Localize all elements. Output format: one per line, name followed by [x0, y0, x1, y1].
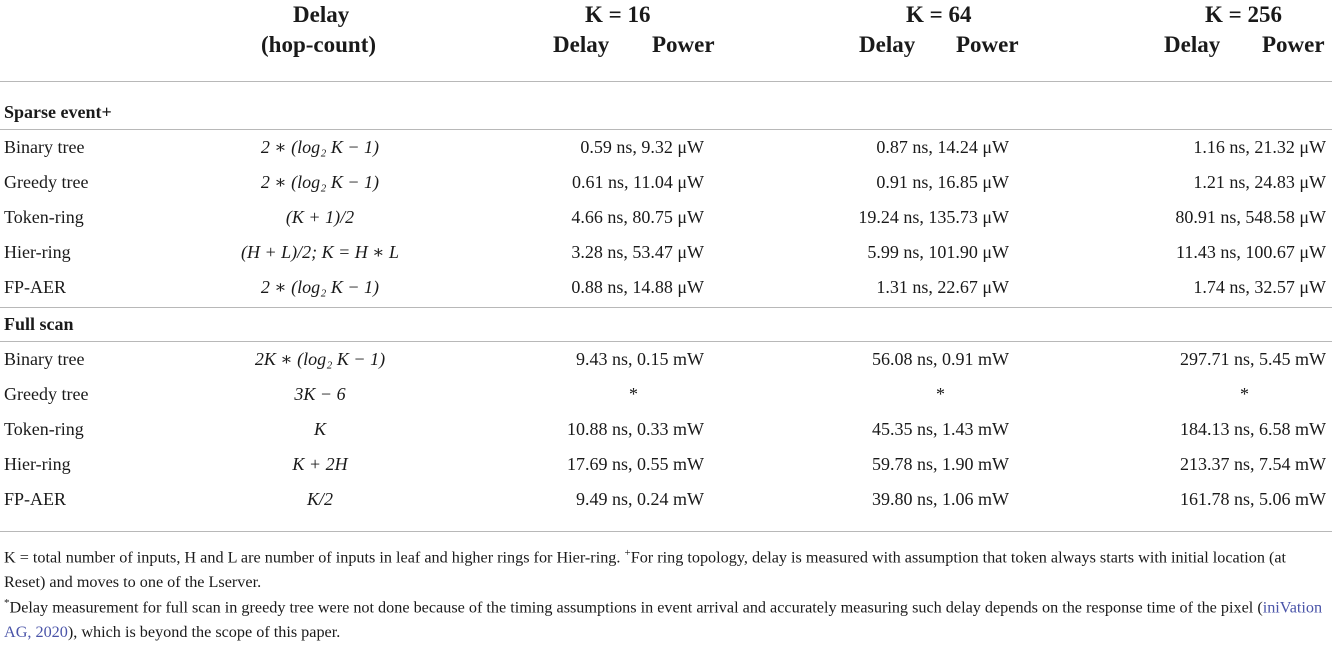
footnote-plus-marker: + [624, 547, 631, 559]
table-row [0, 172, 1332, 202]
row-formula: K + 2H [292, 454, 348, 474]
table-row [0, 137, 1332, 167]
table-row [0, 242, 1332, 272]
footnote-definitions [4, 541, 1328, 595]
table-row [0, 207, 1332, 237]
row-k16: 9.43 ns, 0.15 mW [576, 349, 704, 369]
row-k256: 11.43 ns, 100.67 μW [1176, 242, 1326, 262]
row-k16: 10.88 ns, 0.33 mW [567, 419, 704, 439]
row-formula: (K + 1)/2 [285, 207, 355, 227]
table-row [0, 489, 1332, 519]
row-k256: 1.74 ns, 32.57 μW [1193, 277, 1326, 297]
footnote-ring-text: For ring topology, delay is measured with assumption that token always starts with initial location (at Reset) and moves to one of the Lserver. [4, 548, 1287, 592]
row-k64: 0.87 ns, 14.24 μW [876, 137, 1009, 157]
row-formula: 2K ∗ (log₂ K − 1) [254, 349, 386, 369]
row-k16: 17.69 ns, 0.55 mW [567, 454, 704, 474]
footnote-greedy-text: Delay measurement for full scan in greedy tree were not done because of the timing assumptions in event arrival and accurately measuring such delay depends on the response time of the pixel ( [9, 598, 1263, 617]
row-name: Greedy tree [4, 384, 89, 404]
row-formula: 2 ∗ (log₂ K − 1) [260, 172, 380, 192]
row-k256: 80.91 ns, 548.58 μW [1175, 207, 1326, 227]
row-k16: 0.61 ns, 11.04 μW [572, 172, 704, 192]
section-rule-sparse [0, 129, 1332, 130]
row-name: Greedy tree [4, 172, 89, 192]
hop-count-header: (hop-count) [261, 32, 377, 57]
section-rule-full-scan [0, 341, 1332, 342]
row-k256: 184.13 ns, 6.58 mW [1180, 419, 1326, 439]
row-k64: 19.24 ns, 135.73 μW [858, 207, 1009, 227]
row-k256: 161.78 ns, 5.06 mW [1180, 489, 1326, 509]
row-k64: 59.78 ns, 1.90 mW [872, 454, 1009, 474]
k256-delay-header: Delay [1164, 32, 1221, 57]
row-k64: 56.08 ns, 0.91 mW [872, 349, 1009, 369]
row-name: Binary tree [4, 137, 85, 157]
k16-power-header: Power [652, 32, 715, 57]
row-k64: 1.31 ns, 22.67 μW [876, 277, 1009, 297]
row-k256: * [1240, 384, 1249, 404]
k16-header: K = 16 [585, 2, 651, 27]
row-formula: K [313, 419, 326, 439]
row-name: Hier-ring [4, 454, 71, 474]
row-formula: 2 ∗ (log₂ K − 1) [260, 137, 380, 157]
row-k64: 39.80 ns, 1.06 mW [872, 489, 1009, 509]
footnote-star-marker: * [4, 597, 10, 609]
footnote-definitions-text: K = total number of inputs, H and L are number of inputs in leaf and higher rings for Hier-ring. [4, 548, 625, 567]
row-name: FP-AER [4, 277, 67, 297]
table-bottom-rule [0, 531, 1332, 532]
row-formula: 3K − 6 [294, 384, 346, 404]
table-row [0, 454, 1332, 484]
header-rule [0, 81, 1332, 82]
row-name: Hier-ring [4, 242, 71, 262]
row-k256: 1.16 ns, 21.32 μW [1193, 137, 1326, 157]
footnote-greedy [4, 591, 1328, 645]
k64-header: K = 64 [906, 2, 972, 27]
section-divider [0, 307, 1332, 308]
row-k16: 9.49 ns, 0.24 mW [576, 489, 704, 509]
row-name: Token-ring [4, 419, 84, 439]
row-k16: 0.88 ns, 14.88 μW [571, 277, 704, 297]
table-row [0, 419, 1332, 449]
row-k256: 1.21 ns, 24.83 μW [1193, 172, 1326, 192]
row-k16: 0.59 ns, 9.32 μW [580, 137, 704, 157]
row-k16: 3.28 ns, 53.47 μW [571, 242, 704, 262]
k256-power-header: Power [1262, 32, 1325, 57]
section-title-full-scan: Full scan [4, 314, 74, 334]
row-k16: 4.66 ns, 80.75 μW [571, 207, 704, 227]
row-k16: * [629, 384, 638, 404]
row-formula: 2 ∗ (log₂ K − 1) [260, 277, 380, 297]
row-k64: 5.99 ns, 101.90 μW [867, 242, 1009, 262]
row-k64: 0.91 ns, 16.85 μW [876, 172, 1009, 192]
row-name: Token-ring [4, 207, 84, 227]
footnote-greedy-end: ), which is beyond the scope of this paper. [67, 623, 341, 642]
row-name: FP-AER [4, 489, 67, 509]
row-k256: 213.37 ns, 7.54 mW [1180, 454, 1326, 474]
section-title-sparse: Sparse event+ [4, 102, 112, 122]
table-row [0, 384, 1332, 414]
table-row [0, 277, 1332, 307]
table-row [0, 349, 1332, 379]
row-k64: 45.35 ns, 1.43 mW [872, 419, 1009, 439]
row-k256: 297.71 ns, 5.45 mW [1180, 349, 1326, 369]
k16-delay-header: Delay [553, 32, 610, 57]
k64-power-header: Power [956, 32, 1019, 57]
k64-delay-header: Delay [859, 32, 916, 57]
row-k64: * [936, 384, 945, 404]
row-name: Binary tree [4, 349, 85, 369]
citation-link[interactable]: iniVation AG, 2020 [4, 598, 1323, 642]
row-formula: K/2 [306, 489, 333, 509]
k256-header: K = 256 [1205, 2, 1282, 27]
row-formula: (H + L)/2; K = H ∗ L [240, 242, 400, 262]
delay-header: Delay [293, 2, 350, 27]
